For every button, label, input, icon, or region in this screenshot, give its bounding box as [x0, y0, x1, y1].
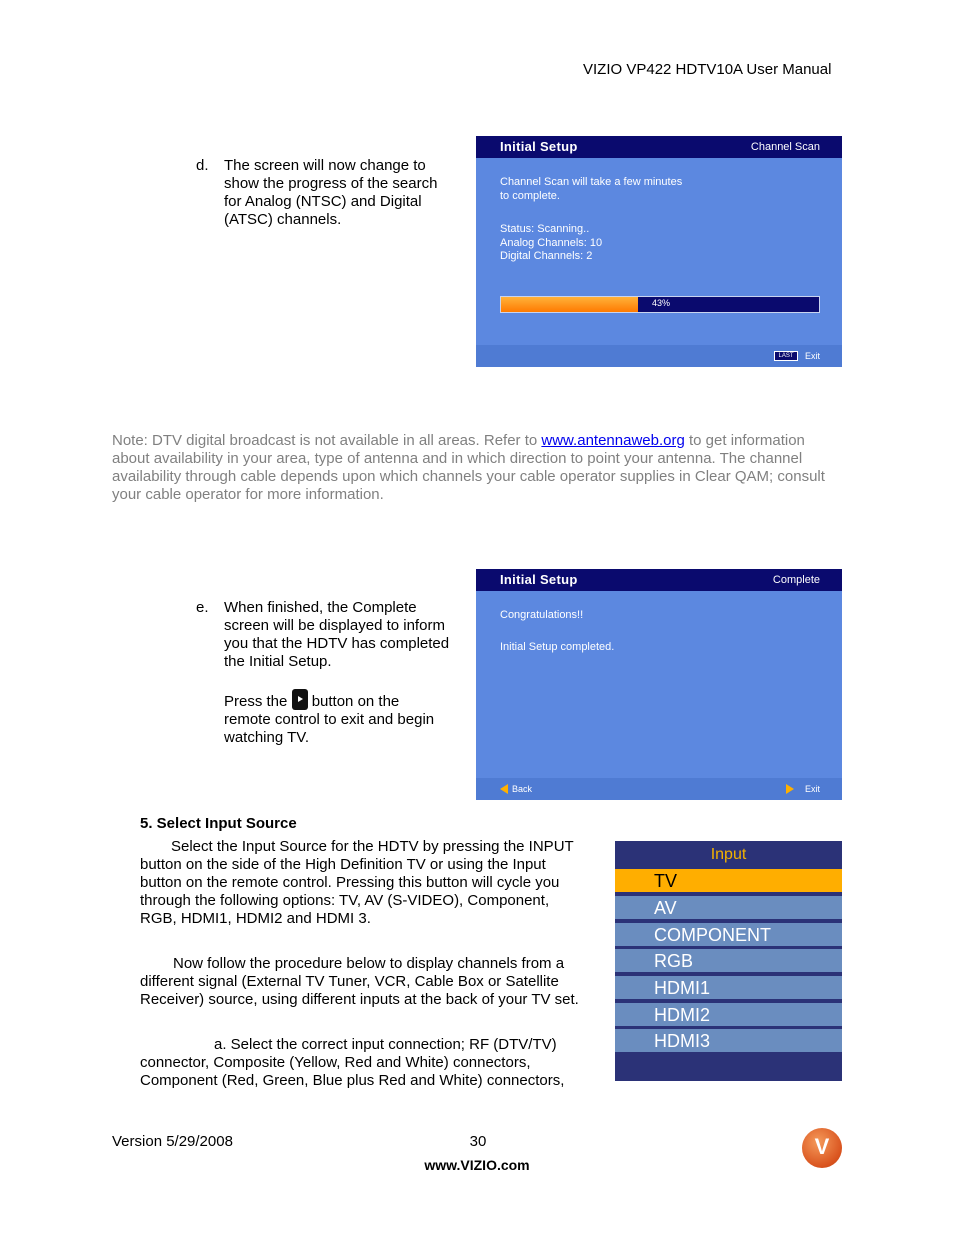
input-item-rgb[interactable]: RGB — [615, 949, 842, 973]
step-d-line: for Analog (NTSC) and Digital — [224, 193, 422, 210]
complete-exit-label: Exit — [804, 784, 820, 794]
scan-status-line: Status: Scanning.. — [500, 223, 590, 235]
scan-progress-label: 43% — [652, 298, 671, 308]
press-line: watching TV. — [224, 729, 310, 746]
antennaweb-link[interactable]: www.antennaweb.org — [541, 432, 685, 449]
website: www.VIZIO.com — [424, 1157, 530, 1173]
step-e-line: the Initial Setup. — [224, 653, 332, 670]
manual-title: VIZIO VP422 HDTV10A User Manual — [583, 61, 832, 78]
step-d-line: The screen will now change to — [224, 157, 426, 174]
last-key-icon: LAST — [774, 351, 798, 361]
press-line: remote control to exit and begin — [224, 711, 435, 728]
step-e-line: screen will be displayed to inform — [224, 617, 445, 634]
para1-line: through the following options: TV, AV (S-VIDEO), Component, — [140, 892, 550, 909]
input-item-component[interactable]: COMPONENT — [615, 923, 842, 947]
step-e-line: When finished, the Complete — [224, 599, 417, 616]
complete-footer — [476, 778, 842, 800]
dtv-note — [112, 432, 842, 504]
complete-message-2: Initial Setup completed. — [500, 641, 615, 653]
para2-line: different signal (External TV Tuner, VCR, Cable Box or Satellite — [140, 973, 559, 990]
scan-progress-fill — [501, 297, 638, 312]
para3-line: a. Select the correct input connection; RF (DTV/TV) — [214, 1036, 557, 1053]
para1-line: button on the remote control. Pressing this button will cycle you — [140, 874, 560, 891]
press-after: button on the — [307, 693, 400, 710]
scan-progress-bar — [500, 296, 820, 313]
exit-arrow-icon — [786, 784, 794, 794]
section-paragraph-2 — [140, 955, 605, 1009]
step-d-line: (ATSC) channels. — [224, 211, 342, 228]
press-before: Press the — [224, 693, 292, 710]
step-d-text — [224, 157, 464, 229]
step-d-letter: d. — [196, 157, 209, 174]
scan-title-bar — [476, 136, 842, 158]
scan-message-line: Channel Scan will take a few minutes — [500, 176, 683, 188]
input-item-av[interactable]: AV — [615, 896, 842, 920]
section-paragraph-1 — [140, 838, 605, 928]
input-menu-title: Input — [710, 846, 747, 863]
input-item-hdmi2[interactable]: HDMI2 — [615, 1003, 842, 1027]
scan-message — [500, 176, 682, 203]
scan-subtitle: Channel Scan — [750, 141, 820, 153]
para1-line: button on the side of the High Definition TV or using the Input — [140, 856, 546, 873]
back-arrow-icon — [500, 784, 508, 794]
section-paragraph-3 — [140, 1036, 605, 1090]
para2-line: Receiver) source, using different inputs at the back of your TV set. — [140, 991, 579, 1008]
para3-line: connector, Composite (Yellow, Red and White) connectors, — [140, 1054, 531, 1071]
complete-title: Initial Setup — [500, 572, 578, 587]
note-text-after: to get information about availability in your area, type of antenna and in which direction to point your antenna. The channel availability through cable depends upon which channels your cable operator supplies in Clear QAM; consult your cable operator for more information. — [112, 432, 825, 503]
play-button-icon — [292, 689, 308, 710]
channel-scan-screen — [476, 136, 842, 367]
para1-line: RGB, HDMI1, HDMI2 and HDMI 3. — [140, 910, 371, 927]
para3-line: Component (Red, Green, Blue plus Red and White) connectors, — [140, 1072, 565, 1089]
step-e-letter: e. — [196, 599, 209, 616]
step-e-text — [224, 599, 469, 747]
back-label: Back — [512, 784, 533, 794]
para1-line: Select the Input Source for the HDTV by pressing the INPUT — [171, 838, 574, 855]
press-instruction — [224, 689, 469, 711]
scan-exit-label: Exit — [804, 351, 820, 361]
section-title: 5. Select Input Source — [140, 815, 297, 832]
input-item-hdmi3[interactable]: HDMI3 — [615, 1029, 842, 1053]
page-number: 30 — [469, 1133, 487, 1150]
input-menu — [615, 841, 842, 1081]
step-d-line: show the progress of the search — [224, 175, 438, 192]
complete-title-bar — [476, 569, 842, 591]
para2-line: Now follow the procedure below to display channels from a — [173, 955, 565, 972]
version-text: Version 5/29/2008 — [112, 1133, 233, 1150]
complete-screen — [476, 569, 842, 800]
input-item-hdmi1[interactable]: HDMI1 — [615, 976, 842, 1000]
scan-footer — [476, 345, 842, 367]
scan-message-line: to complete. — [500, 189, 560, 202]
input-item-tv[interactable]: TV — [615, 869, 842, 893]
vizio-logo — [802, 1128, 842, 1168]
complete-message-1: Congratulations!! — [500, 609, 584, 621]
step-e-line: you that the HDTV has completed — [224, 635, 450, 652]
analog-channels: Analog Channels: 10 — [500, 236, 603, 249]
scan-status — [500, 223, 602, 264]
digital-channels: Digital Channels: 2 — [500, 250, 593, 262]
complete-subtitle: Complete — [772, 574, 820, 586]
logo-letter: V — [814, 1134, 830, 1159]
note-text-before: Note: DTV digital broadcast is not available in all areas. Refer to — [112, 432, 542, 449]
scan-title: Initial Setup — [500, 139, 578, 154]
